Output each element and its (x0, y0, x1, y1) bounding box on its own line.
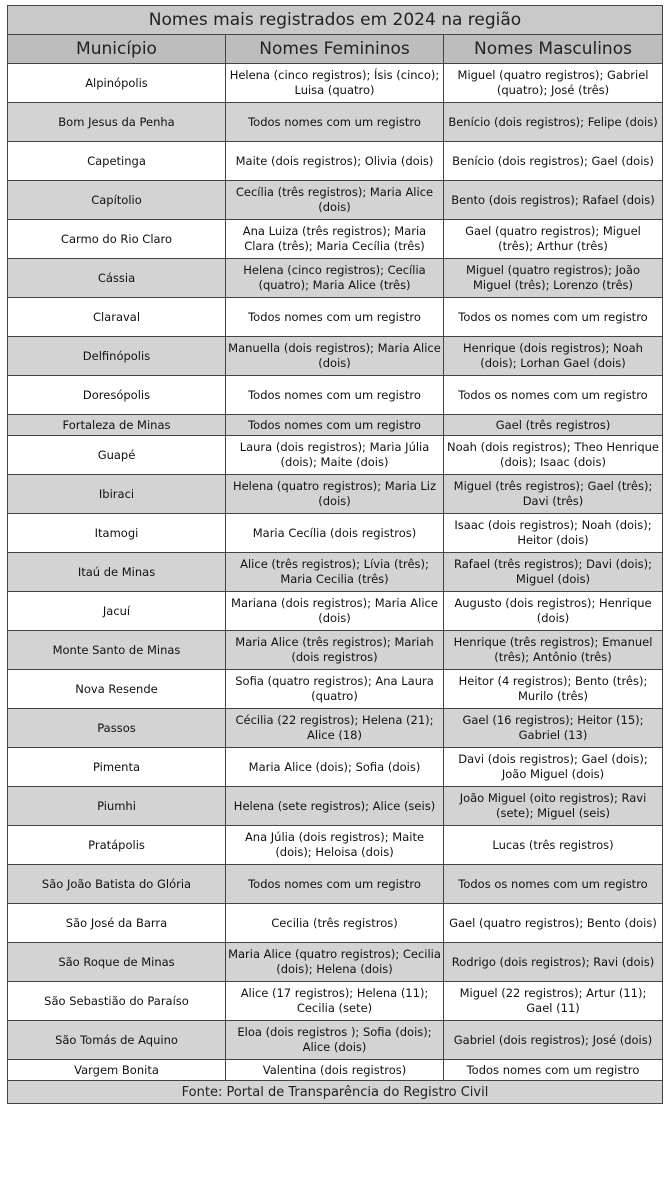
table-row (8, 1021, 663, 1060)
cell-nomes-masculinos: Bento (dois registros); Rafael (dois) (444, 181, 663, 220)
cell-nomes-femininos: Mariana (dois registros); Maria Alice (dois) (226, 592, 444, 631)
cell-municipio: São José da Barra (8, 904, 226, 943)
cell-municipio: Piumhi (8, 787, 226, 826)
cell-nomes-masculinos: Benício (dois registros); Felipe (dois) (444, 103, 663, 142)
cell-municipio: Doresópolis (8, 376, 226, 415)
cell-nomes-masculinos: Todos os nomes com um registro (444, 376, 663, 415)
table-row (8, 436, 663, 475)
cell-nomes-masculinos: Henrique (três registros); Emanuel (três); Antônio (três) (444, 631, 663, 670)
table-row (8, 376, 663, 415)
cell-nomes-femininos: Cécilia (22 registros); Helena (21); Alice (18) (226, 709, 444, 748)
table-row (8, 592, 663, 631)
cell-nomes-femininos: Manuella (dois registros); Maria Alice (dois) (226, 337, 444, 376)
cell-municipio: Delfinópolis (8, 337, 226, 376)
header-municipio: Município (8, 35, 226, 64)
cell-municipio: Capetinga (8, 142, 226, 181)
cell-nomes-masculinos: Augusto (dois registros); Henrique (dois) (444, 592, 663, 631)
table-row (8, 826, 663, 865)
table-row (8, 748, 663, 787)
table-row (8, 415, 663, 436)
table-row (8, 298, 663, 337)
cell-municipio: Ibiraci (8, 475, 226, 514)
cell-nomes-femininos: Maria Alice (três registros); Mariah (dois registros) (226, 631, 444, 670)
cell-nomes-femininos: Helena (quatro registros); Maria Liz (dois) (226, 475, 444, 514)
header-nomes-masculinos: Nomes Masculinos (444, 35, 663, 64)
cell-nomes-femininos: Alice (três registros); Lívia (três); Maria Cecilia (três) (226, 553, 444, 592)
table-row (8, 631, 663, 670)
cell-municipio: Capítolio (8, 181, 226, 220)
cell-municipio: Pratápolis (8, 826, 226, 865)
cell-nomes-masculinos: Miguel (22 registros); Artur (11); Gael (11) (444, 982, 663, 1021)
cell-nomes-femininos: Cecília (três registros); Maria Alice (dois) (226, 181, 444, 220)
cell-nomes-femininos: Helena (sete registros); Alice (seis) (226, 787, 444, 826)
cell-nomes-masculinos: Gael (quatro registros); Miguel (três); Arthur (três) (444, 220, 663, 259)
table-row (8, 259, 663, 298)
cell-nomes-femininos: Todos nomes com um registro (226, 865, 444, 904)
cell-municipio: São Sebastião do Paraíso (8, 982, 226, 1021)
cell-nomes-masculinos: João Miguel (oito registros); Ravi (sete); Miguel (seis) (444, 787, 663, 826)
cell-nomes-masculinos: Henrique (dois registros); Noah (dois); Lorhan Gael (dois) (444, 337, 663, 376)
cell-nomes-femininos: Todos nomes com um registro (226, 376, 444, 415)
cell-nomes-femininos: Maria Cecília (dois registros) (226, 514, 444, 553)
cell-municipio: São João Batista do Glória (8, 865, 226, 904)
cell-nomes-masculinos: Rafael (três registros); Davi (dois); Miguel (dois) (444, 553, 663, 592)
cell-municipio: Jacuí (8, 592, 226, 631)
names-table (7, 5, 663, 1104)
table-row (8, 103, 663, 142)
cell-nomes-femininos: Alice (17 registros); Helena (11); Cecilia (sete) (226, 982, 444, 1021)
table-row (8, 553, 663, 592)
cell-nomes-masculinos: Davi (dois registros); Gael (dois); João Miguel (dois) (444, 748, 663, 787)
table-row (8, 982, 663, 1021)
table-row (8, 670, 663, 709)
cell-nomes-masculinos: Isaac (dois registros); Noah (dois); Heitor (dois) (444, 514, 663, 553)
table-title: Nomes mais registrados em 2024 na região (8, 6, 663, 35)
cell-municipio: Pimenta (8, 748, 226, 787)
cell-municipio: Guapé (8, 436, 226, 475)
cell-municipio: Cássia (8, 259, 226, 298)
cell-nomes-masculinos: Benício (dois registros); Gael (dois) (444, 142, 663, 181)
cell-nomes-masculinos: Todos os nomes com um registro (444, 865, 663, 904)
cell-nomes-femininos: Todos nomes com um registro (226, 298, 444, 337)
table-row (8, 181, 663, 220)
cell-municipio: São Roque de Minas (8, 943, 226, 982)
cell-nomes-masculinos: Miguel (três registros); Gael (três); Davi (três) (444, 475, 663, 514)
cell-nomes-femininos: Sofia (quatro registros); Ana Laura (quatro) (226, 670, 444, 709)
cell-nomes-masculinos: Lucas (três registros) (444, 826, 663, 865)
table-row (8, 904, 663, 943)
table-row (8, 337, 663, 376)
cell-municipio: Passos (8, 709, 226, 748)
cell-nomes-femininos: Todos nomes com um registro (226, 415, 444, 436)
cell-nomes-masculinos: Heitor (4 registros); Bento (três); Murilo (três) (444, 670, 663, 709)
cell-nomes-femininos: Helena (cinco registros); Ísis (cinco); Luisa (quatro) (226, 64, 444, 103)
cell-municipio: Bom Jesus da Penha (8, 103, 226, 142)
cell-nomes-femininos: Ana Luiza (três registros); Maria Clara (três); Maria Cecília (três) (226, 220, 444, 259)
cell-nomes-femininos: Ana Júlia (dois registros); Maite (dois); Heloisa (dois) (226, 826, 444, 865)
source-footer: Fonte: Portal de Transparência do Registro Civil (8, 1081, 663, 1104)
cell-municipio: Vargem Bonita (8, 1060, 226, 1081)
cell-municipio: Fortaleza de Minas (8, 415, 226, 436)
cell-nomes-masculinos: Miguel (quatro registros); Gabriel (quatro); José (três) (444, 64, 663, 103)
table-title-row (8, 6, 663, 35)
table-row (8, 64, 663, 103)
cell-municipio: Itamogi (8, 514, 226, 553)
table-row (8, 475, 663, 514)
cell-nomes-femininos: Maria Alice (dois); Sofia (dois) (226, 748, 444, 787)
cell-municipio: Monte Santo de Minas (8, 631, 226, 670)
table-row (8, 142, 663, 181)
table-footer-row (8, 1081, 663, 1104)
cell-municipio: Alpinópolis (8, 64, 226, 103)
cell-nomes-masculinos: Rodrigo (dois registros); Ravi (dois) (444, 943, 663, 982)
header-nomes-femininos: Nomes Femininos (226, 35, 444, 64)
cell-nomes-femininos: Cecilia (três registros) (226, 904, 444, 943)
cell-municipio: Carmo do Rio Claro (8, 220, 226, 259)
cell-nomes-masculinos: Todos os nomes com um registro (444, 298, 663, 337)
cell-nomes-masculinos: Gabriel (dois registros); José (dois) (444, 1021, 663, 1060)
cell-nomes-femininos: Laura (dois registros); Maria Júlia (dois); Maite (dois) (226, 436, 444, 475)
table-row (8, 1060, 663, 1081)
cell-municipio: São Tomás de Aquino (8, 1021, 226, 1060)
cell-nomes-masculinos: Todos nomes com um registro (444, 1060, 663, 1081)
table-header-row (8, 35, 663, 64)
cell-nomes-masculinos: Miguel (quatro registros); João Miguel (três); Lorenzo (três) (444, 259, 663, 298)
table-row (8, 514, 663, 553)
cell-nomes-femininos: Valentina (dois registros) (226, 1060, 444, 1081)
table-row (8, 943, 663, 982)
cell-nomes-femininos: Maria Alice (quatro registros); Cecilia (dois); Helena (dois) (226, 943, 444, 982)
names-table-container (7, 5, 662, 1104)
cell-nomes-masculinos: Gael (três registros) (444, 415, 663, 436)
table-row (8, 220, 663, 259)
cell-municipio: Itaú de Minas (8, 553, 226, 592)
table-row (8, 709, 663, 748)
cell-nomes-masculinos: Gael (16 registros); Heitor (15); Gabriel (13) (444, 709, 663, 748)
cell-nomes-masculinos: Noah (dois registros); Theo Henrique (dois); Isaac (dois) (444, 436, 663, 475)
table-body (8, 64, 663, 1081)
cell-municipio: Claraval (8, 298, 226, 337)
cell-nomes-masculinos: Gael (quatro registros); Bento (dois) (444, 904, 663, 943)
table-row (8, 865, 663, 904)
cell-nomes-femininos: Todos nomes com um registro (226, 103, 444, 142)
cell-nomes-femininos: Maite (dois registros); Olivia (dois) (226, 142, 444, 181)
cell-nomes-femininos: Helena (cinco registros); Cecília (quatro); Maria Alice (três) (226, 259, 444, 298)
cell-nomes-femininos: Eloa (dois registros ); Sofia (dois); Alice (dois) (226, 1021, 444, 1060)
cell-municipio: Nova Resende (8, 670, 226, 709)
table-row (8, 787, 663, 826)
